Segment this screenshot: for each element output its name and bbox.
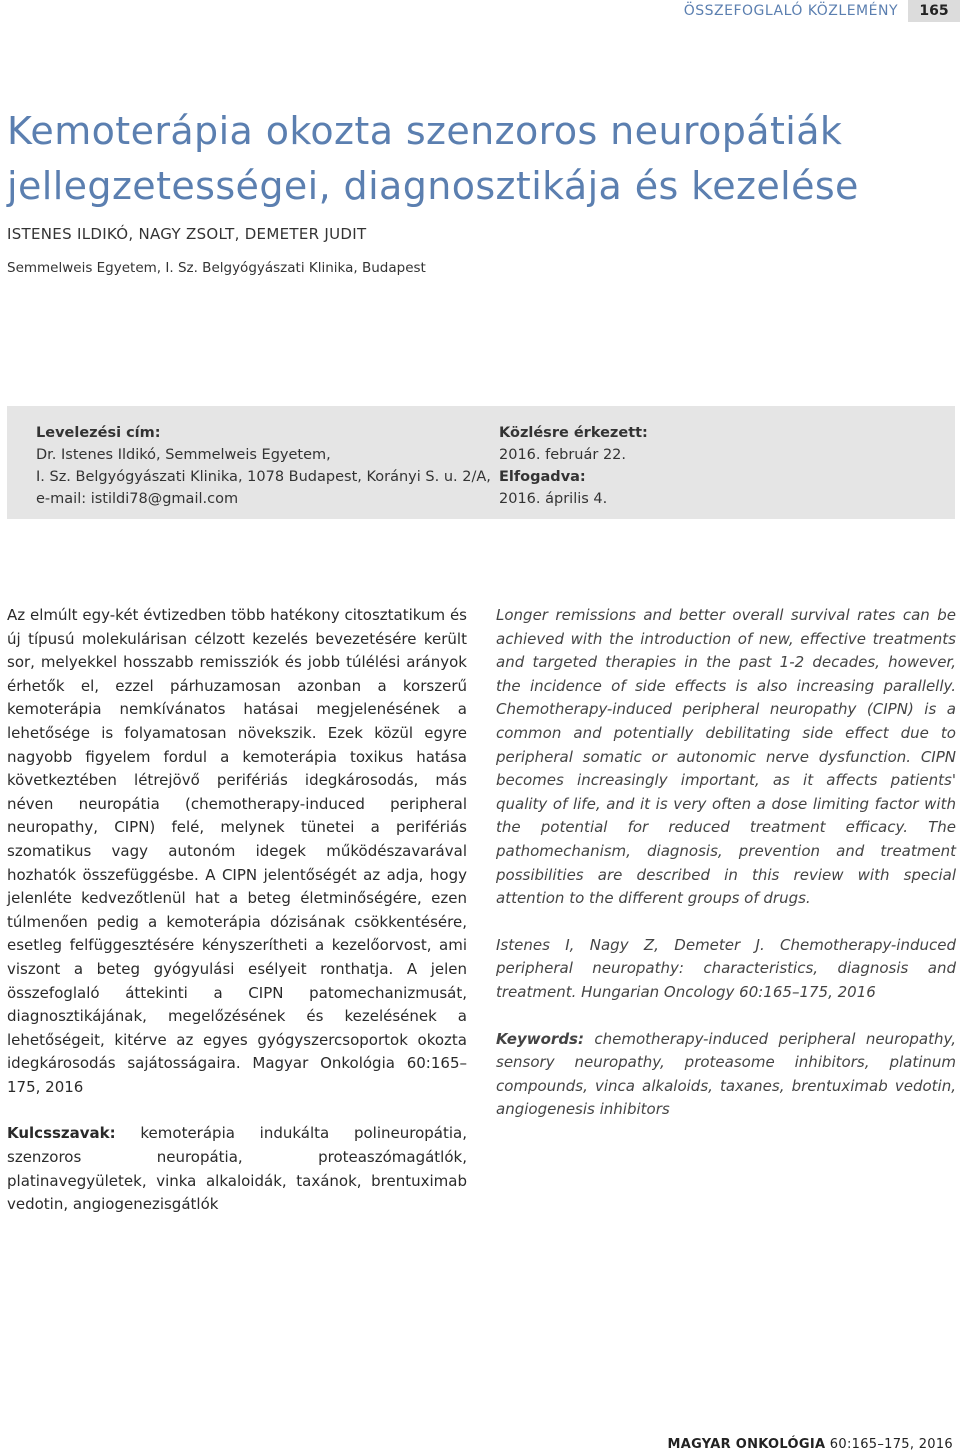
keywords-en-label: Keywords: (496, 1029, 584, 1048)
contact-email[interactable]: e-mail: istildi78@gmail.com (36, 491, 239, 507)
accepted-date: 2016. április 4. (499, 491, 608, 507)
title-line-2: jellegzetességei, diagnosztikája és kezelése (7, 164, 859, 208)
journal-name: MAGYAR ONKOLÓGIA (667, 1437, 826, 1452)
keywords-hu (7, 1122, 467, 1216)
abstract-hu-text: Az elmúlt egy-két évtizedben több hatékony citosztatikum és új típusú molekulárisan célzott kezelés bevezetésére került sor, melyekkel hosszabb remissziók és jobb túlélési arányok érhetők el, ezzel párhuzamosan azonban a korszerű kemoterápia nemkívánatos hatásai megjelenésének a lehetősége is folyamatosan növekszik. Ezek közül egyre nagyobb figyelem fordul a kemoterápia toxikus hatása következtében létrejövő perifériás idegkárosodás, más néven neuropátia (chemotherapy-induced peripheral neuropathy, CIPN) felé, melynek tünetei a perifériás szomatikus vagy autonóm idegek működészavarával hozhatók összefüggésbe. A CIPN jelentőségét az adja, hogy jelenléte kedvezőtlenül hat a beteg életminőségére, ezen túlmenően pedig a kemoterápia dózisának csökkentésére, esetleg felfüggesztésére kényszerítheti a kezelőorvost, ami viszont a beteg gyógyulási esélyeit ronthatja. A jelen összefoglaló áttekinti a CIPN patomechanizmusát, diagnosztikájának, megelőzésének és kezelésének a lehetőségeit, kitérve az egyes gyógyszercsoportok okozta idegkárosodás sajátosságaira. Magyar Onkológia 60:165–175, 2016 (7, 606, 467, 1096)
keywords-en-text: chemotherapy-induced peripheral neuropathy, sensory neuropathy, proteasome inhibitors, platinum compounds, vinca alkaloids, taxanes, brentuximab vedotin, angiogenesis inhibitors (496, 1029, 956, 1119)
abstract-hungarian (7, 604, 467, 1217)
received-label: Közlésre érkezett: (499, 425, 648, 441)
contact-label: Levelezési cím: (36, 425, 161, 441)
title-line-1: Kemoterápia okozta szenzoros neuropátiák (7, 109, 843, 153)
abstract-en-text: Longer remissions and better overall survival rates can be achieved with the introduction of new, effective treatments and targeted therapies in the past 1-2 decades, however, the incidence of side effects is also increasing parallelly. Chemotherapy-induced peripheral neuropathy (CIPN) is a common and potentially debilitating side effect due to peripheral somatic or autonomic nerve dysfunction. CIPN becomes increasingly important, as it affects patients' quality of life, and it is very often a dose limiting factor with the potential for reduced treatment efficacy. The pathomechanism, diagnosis, prevention and treatment possibilities are described in this review with special attention to the different groups of drugs. (496, 606, 956, 908)
running-footer (667, 1437, 953, 1452)
section-label: ÖSSZEFOGLALÓ KÖZLEMÉNY (683, 3, 898, 19)
received-date: 2016. február 22. (499, 447, 627, 463)
correspondence-box (7, 406, 955, 519)
citation: Istenes I, Nagy Z, Demeter J. Chemotherapy-induced peripheral neuropathy: characteristics, diagnosis and treatment. Hungarian Oncology 60:165–175, 2016 (496, 935, 956, 1001)
keywords-en (496, 1028, 956, 1122)
journal-issue: 60:165–175, 2016 (829, 1437, 953, 1452)
affiliation: Semmelweis Egyetem, I. Sz. Belgyógyászati Klinika, Budapest (7, 260, 426, 276)
dates-info (499, 422, 648, 510)
article-title (7, 104, 957, 214)
keywords-hu-label: Kulcsszavak: (7, 1124, 116, 1143)
running-header (684, 0, 960, 22)
authors: ISTENES ILDIKÓ, NAGY ZSOLT, DEMETER JUDIT (7, 225, 367, 243)
contact-line: I. Sz. Belgyógyászati Klinika, 1078 Budapest, Korányi S. u. 2/A, (36, 469, 491, 485)
page-number: 165 (908, 0, 960, 22)
accepted-label: Elfogadva: (499, 469, 586, 485)
contact-info (36, 422, 491, 510)
keywords-hu-text: kemoterápia indukálta polineuropátia, szenzoros neuropátia, proteaszómagátlók, platinavegyületek, vinka alkaloidák, taxánok, brentuximab vedotin, angiogenezisgátlók (7, 1124, 467, 1214)
contact-line: Dr. Istenes Ildikó, Semmelweis Egyetem, (36, 447, 331, 463)
abstract-english (496, 604, 956, 1122)
